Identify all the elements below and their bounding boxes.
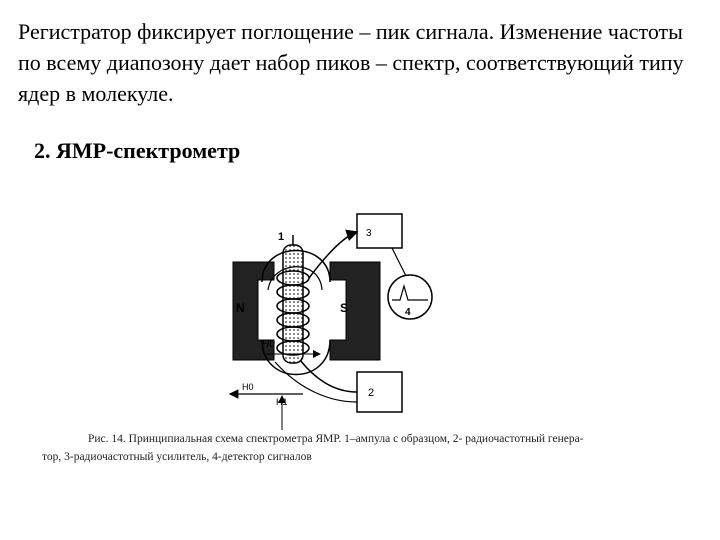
figure-caption-line-2: тор, 3-радиочастотный усилитель, 4-детектор сигналов [42,451,312,463]
label-h0-inner: H0 [262,339,275,350]
label-ampoule: 1 [278,231,285,243]
south-magnet-pole [330,262,380,360]
sample-ampoule [283,245,303,363]
figure-caption-line-1: Рис. 14. Принципиальная схема спектрометра ЯМР. 1–ампула с образцом, 2- радиочастотный генера- [88,433,584,445]
label-h0-field: H0 [242,382,254,392]
section-heading: 2. ЯМР-спектрометр [34,138,241,163]
description-paragraph: Регистратор фиксирует поглощение – пик сигнала. Изменение частоты по всему диапозону дает набор пиков – спектр, соответствующий типу ядер в молекуле. [18,19,684,106]
label-detector: 4 [405,307,411,318]
wire-coil-to-generator [300,360,357,392]
label-h1-field: H1 [276,397,288,407]
label-amplifier: 3 [366,228,372,239]
label-generator: 2 [368,387,375,399]
rf-generator-box [357,372,402,412]
label-south: S [340,301,349,315]
label-north: N [236,301,245,315]
rf-amplifier-box [357,214,402,248]
